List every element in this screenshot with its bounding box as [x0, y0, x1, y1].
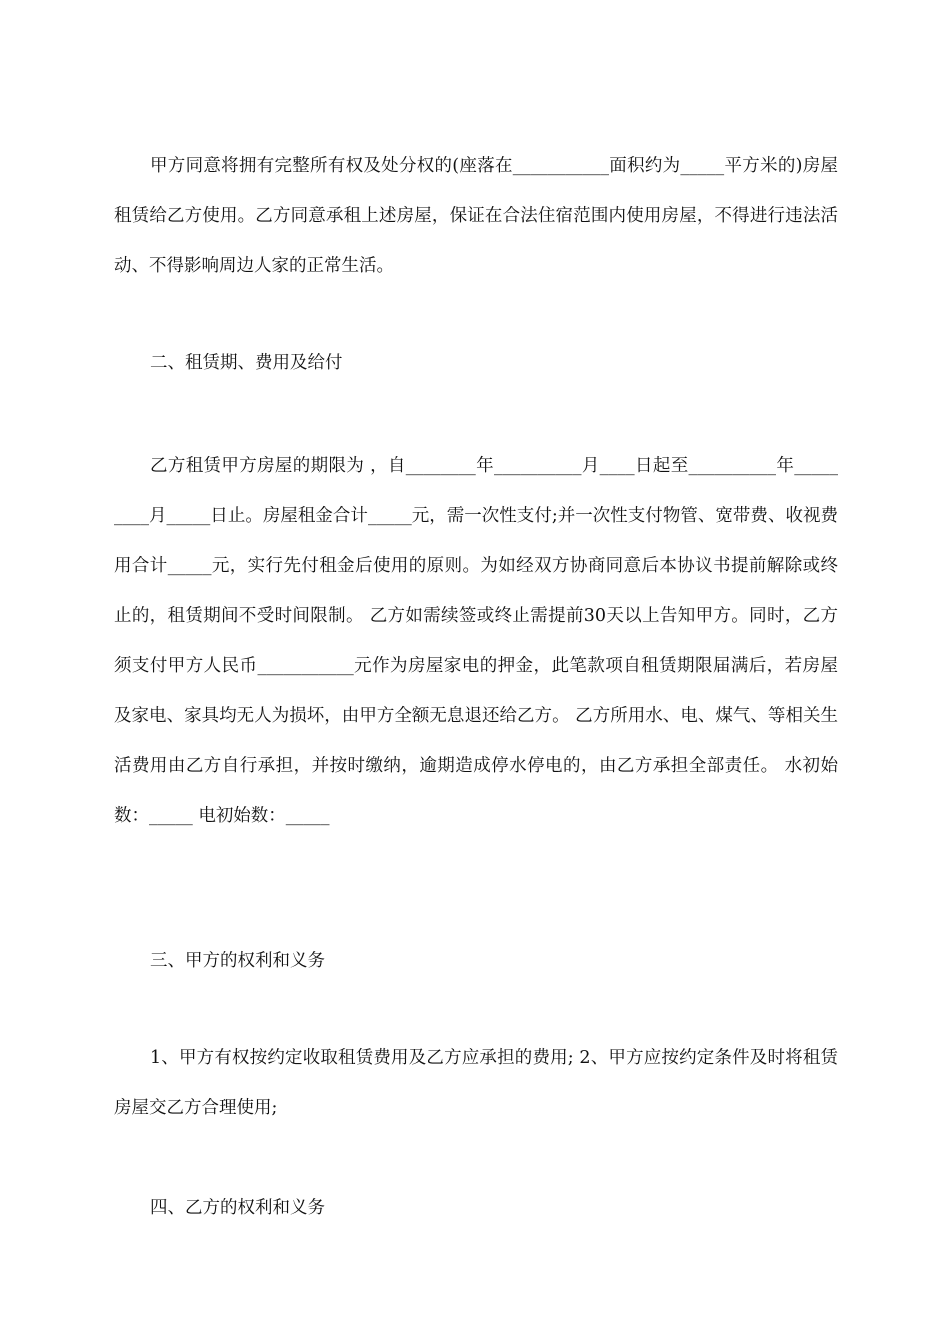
- paragraph-premises: 甲方同意将拥有完整所有权及处分权的(座落在___________面积约为_____平方米的)房屋租赁给乙方使用。乙方同意承租上述房屋，保证在合法住宿范围内使用房屋，不得进行违法活动、不得影响周边人家的正常生活。: [114, 156, 838, 276]
- heading-party-b-rights: 四、乙方的权利和义务: [150, 1198, 325, 1218]
- paragraph-lease-term-fees: 乙方租赁甲方房屋的期限为 ，自________年__________月____日起至__________年_________月_____日止。房屋租金合计_____元，需一次性支付;并一次性支付物管、宽带费、收视费用合计_____元，实行先付租金后使用的原则。为如经双方协商同意后本协议书提前解除或终止的，租赁期间不受时间限制。 乙方如需续签或终止需提前30天以上告知甲方。同时，乙方须支付甲方人民币___________元作为房屋家电的押金，此笔款项自租赁期限届满后，若房屋及家电、家具均无人为损坏，由甲方全额无息退还给乙方。 乙方所用水、电、煤气、等相关生活费用由乙方自行承担，并按时缴纳，逾期造成停水停电的，由乙方承担全部责任。 水初始数：_____ 电初始数：_____: [114, 456, 838, 826]
- paragraph-party-a-rights: 1、甲方有权按约定收取租赁费用及乙方应承担的费用; 2、甲方应按约定条件及时将租赁房屋交乙方合理使用;: [114, 1048, 838, 1118]
- heading-lease-term-fees: 二、租赁期、费用及给付: [150, 353, 343, 373]
- heading-party-a-rights: 三、甲方的权利和义务: [150, 951, 325, 971]
